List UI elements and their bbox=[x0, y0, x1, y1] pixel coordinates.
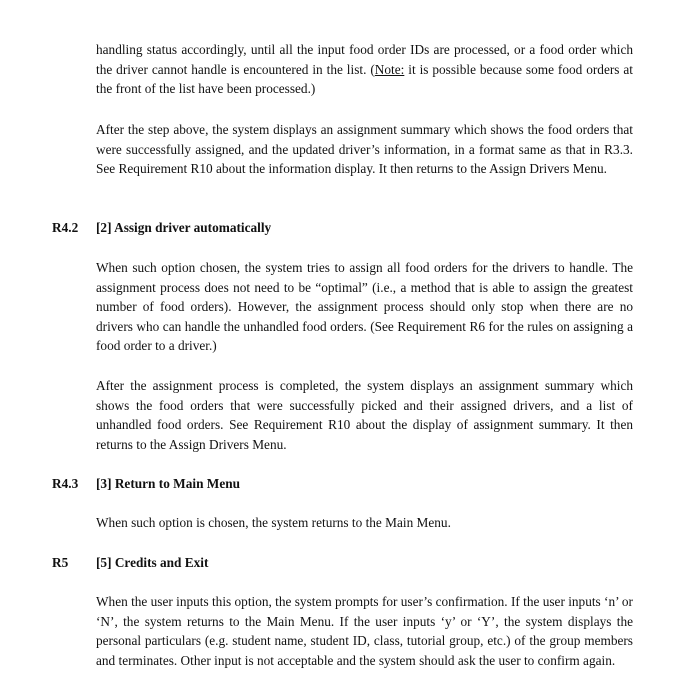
requirement-title-r4-3: [3] Return to Main Menu bbox=[96, 476, 241, 491]
paragraph-text: handling status accordingly, until all the input food order IDs are processed, or a food order which the driver cannot handle is encountered in the list. ( bbox=[96, 42, 633, 77]
paragraph-text-rest: it is possible because some food orders at the front of the list have been processed.) bbox=[96, 61, 633, 97]
paragraph-auto-assign-summary: After the assignment process is completed, the system displays an assignment summary which shows the food orders that were successfully picked and their assigned drivers, and a list of unhandled food orders. See Requirement R10 about the display of assignment summary. It then returns to the Assign Drivers Menu. bbox=[96, 378, 633, 452]
requirement-id-r4-3: R4.3 bbox=[52, 476, 79, 491]
requirement-title-r5: [5] Credits and Exit bbox=[96, 555, 209, 570]
requirement-title-r4-2: [2] Assign driver automatically bbox=[96, 220, 272, 235]
paragraph-handling-status bbox=[96, 40, 633, 99]
paragraph-credits-exit: When the user inputs this option, the system prompts for user’s confirmation. If the user inputs ‘n’ or ‘N’, the system returns to the Main Menu. If the user inputs ‘y’ or ‘Y’, the system displays the personal particulars (e.g. student name, student ID, class, tutorial group, etc.) of the group members and terminates. Other input is not acceptable and the system should ask the user to confirm again. bbox=[96, 594, 633, 668]
paragraph-auto-assign: When such option chosen, the system tries to assign all food orders for the drivers to handle. The assignment process does not need to be “optimal” (i.e., a method that is able to assign the greatest number of food orders). However, the assignment process should only stop when there are no drivers who can handle the unhandled food orders. (See Requirement R6 for the rules on assigning a food order to a driver.) bbox=[96, 260, 633, 354]
paragraph-assignment-summary: After the step above, the system displays an assignment summary which shows the food orders that were successfully assigned, and the updated driver’s information, in a format same as that in R3.3. See Requirement R10 about the information display. It then returns to the Assign Drivers Menu. bbox=[96, 122, 633, 177]
requirement-id-r4-2: R4.2 bbox=[52, 220, 79, 235]
note-label: Note: bbox=[374, 61, 405, 77]
paragraph-return-main-menu: When such option is chosen, the system returns to the Main Menu. bbox=[96, 515, 451, 530]
requirement-id-r5: R5 bbox=[52, 555, 69, 570]
